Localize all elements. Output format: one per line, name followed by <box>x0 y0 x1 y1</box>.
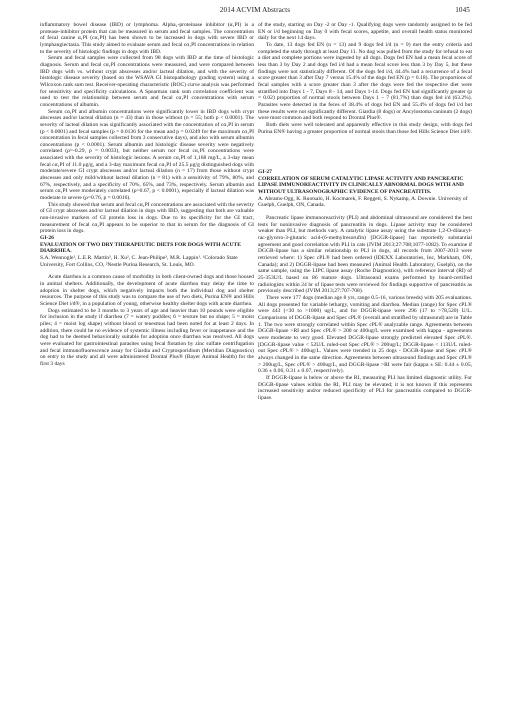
abstract-id: GI-26 <box>40 235 54 241</box>
paragraph: Pancreatic lipase immunoreactivity (PLI) and abdominal ultrasound are considered the best tests for noninvasive diagnosis of pancreatitis in dogs. Lipase activity may be considered weaker than PLI, but methods vary. A catalytic lipase assay using the substrate 1,2-O-dilauryl-rac-glycero-3-glutaric acid-(6-methylresorufin) [DGGR-lipase] has reportedly substantial agreement and good correlation with PLI in cats (JVIM 2013;27:708;1077-1082). To examine if DGGR-lipase has a similar relationship to PLI in dogs, all records from 2007-2013 were retrieved where: 1) Spec cPL® had been ordered (IDEXX Laboratories, Inc, Markham, ON, Canada); and 2) DGGR-lipase had been measured (Animal Health Laboratory, Guelph), on the same sample, using the LIPC lipase assay (Roche Diagnostics), with reference interval (RI) of 25-353U/L based on 86 mature dogs. Ultrasound exams performed by board-certified radiologists within 24 hr of lipase tests were reviewed for findings supportive of pancreatitis as previously described (JVIM 2013;27:707-708). <box>258 215 472 295</box>
running-head <box>40 6 470 18</box>
paragraph: Serum and fecal samples were collected from 98 dogs with IBD at the time of histologic diagnosis. Serum and fecal cα₁PI concentrations were measured, and were compared between IBD dogs with vs. without crypt abscesses and/or lacteal dilation, and with the severity of histologic disease severity (based on the WSAVA GI histopathology grading system) using a Wilcoxon rank sum test. Receiver-operating characteristic (ROC) curve analysis was performed for sensitivity and specificity calculations. A Spearman rank sum correlation coefficient was used to test the relationship between serum and fecal cα₁PI concentrations with serum concentrations of albumin. <box>40 55 254 108</box>
paragraph: Dogs estimated to be 3 months to 3 years of age and heavier than 10 pounds were eligible for inclusion in the study if diarrhea (7 = watery puddles; 6 = texture but no shape; 5 = moist piles; 4 = moist log shape) without blood or tenesmus had been noted for at least 2 days. In addition, there could be no evidence of systemic illness including fever or inappetance and the dog had to be deemed behaviorally suitable for adoption once diarrhea was resolved. All dogs were evaluated for gastrointestinal parasites using fecal flotation by zinc sulfate centrifugation and fecal immunofluorescence assay for Giardia and Cryptosporidium (Meridian Diagnostics) on entry to the study and all were administered Drontal Plus® (Bayer Animal Health) for the first 3 days <box>40 307 254 367</box>
abstract-authors: A. Abrams-Ogg, K. Ruotsalo, H. Kocmarek, F. Reggeti, S. Nykamp, A. Downie. University of Guelph, Guelph, ON, Canada. <box>258 195 468 209</box>
paragraph: There were 177 dogs (median age 8 yrs, range 0.5-16, various breeds) with 205 evaluations. All dogs presented for variable lethargy, vomiting and diarrhea. Median (range) for Spec cPL® were 443 (<30 to >1000) ug/L, and for DGGR-lipase were 296 (17 to >78,520) U/L. Comparisons of DGGR-lipase and Spec cPL® (overall and stratified by ultrasound) are in Table 1. The two were strongly correlated within Spec cPL® analyzable range. Agreements between DGGR-lipase >RI and Spec cPL® > 200 or 400ug/L were examined with kappa - agreements were moderate to very good. Elevated DGGR-lipase strongly predicted elevated Spec cPL®. [DGGR-lipase value < 52U/L ruled-out Spec cPL® > 200ug/L; DGGR-lipase < 113U/L ruled-out Spec cPL® > 400ug/L. Values were trended in 25 dogs - DGGR-lipase and Spec cPL® always changed in the same direction. Agreements between ultrasound findings and Spec cPL® > 200ug/L, Spec cPL® > 400ug/L, and DGGR-lipase >RI were fair (kappa ± SE: 0.44 ± 0.05, 0.36 ± 0.06, 0.31 ± 0.07, respectively). <box>258 294 472 375</box>
paragraph: Acute diarrhea is a common cause of morbidity in both client-owned dogs and those housed in animal shelters. Additionally, the development of acute diarrhea may delay the time to adoption in shelter dogs, which negatively impacts both the individual dog and shelter resources. The purpose of this study was to compare the use of two diets, Purina EN® and Hills Science Diet i/d®, in a population of young, otherwise healthy shelter dogs with acute diarrhea. <box>40 274 254 307</box>
abstract-id: GI-27 <box>258 169 272 176</box>
page-number: 1045 <box>455 6 470 14</box>
paragraph: of the study, starting on Day -2 or Day -1. Qualifying dogs were randomly assigned to be fed EN or i/d beginning on Day 0 with fecal scores, appetite, and overall health status monitored daily for the next 14 days. <box>258 22 472 42</box>
right-column <box>258 22 472 401</box>
journal-title: 2014 ACVIM Abstracts <box>219 6 291 14</box>
abstract-authors: S.A. Wennogle¹, L.E.R. Martin², H. Xu², C. Jean-Philipe², M.R. Lappin¹. ¹Colorado State University, Fort Collins, CO, ²Nestle Purina Research, St. Louis, MO. <box>40 254 238 268</box>
paragraph: Both diets were well tolerated and apparently effective in this study design, with dogs fed Purina EN® having a greater proportion of normal stools than those fed Hills Science Diet i/d®. <box>258 121 472 135</box>
paragraph: To date, 13 dogs fed EN (n = 13) and 9 dogs fed i/d (n = 9) met the entry criteria and completed the study through at least Day 11. No dog was pulled from the study for refusal to eat a diet and complete portions were ingested by all dogs. Dogs fed EN had a mean fecal score of less than 3 by Day 2 and dogs fed i/d had a mean fecal score less than 3 by Day 5, but these findings were not statistically different. Of the dogs fed i/d, 44.4% had a recurrence of a fecal score greater than 3 after Day 7 versus 15.4% of the dogs fed EN (p = 0.18). The proportions of fecal samples with a score greater than 3 after the dogs were fed the respective diet were stratified into Days 1 - 7, Days 8 - 14, and Days 1-14. Dogs fed EN had significantly greater (p = 0.02) proportion of normal stools between Days 1 − 7 (81.7%) than dogs fed i/d (63.2%). Parasites were detected in the feces of 38.4% of dogs fed EN and 55.4% of dogs fed i/d but these results were not significantly different. Giardia (8 dogs) or Ancylostoma caninum (2 dogs) were most common and both respond to Drontal Plus®. <box>258 41 472 122</box>
left-column <box>40 22 254 367</box>
abstract-title: EVALUATION OF TWO DRY THERAPEUTIC DIETS FOR DOGS WITH ACUTE DIARRHEA. <box>40 241 241 255</box>
abstract-title: CORRELATION OF SERUM CATALYTIC LIPASE ACTIVITY AND PANCREATIC LIPASE IMMUNOREACTIVITY IN CLINICALLY ABNORMAL DOGS WITH AND WITHOUT ULTRASONOGRAPHIC EVIDENCE OF PANCREATITIS. <box>258 175 464 196</box>
paragraph: If DGGR-lipase is below or above the RI, measuring PLI has limited diagnostic utility. For DGGR-lipase values within the RI, PLI may be elevated; it is not known if this represents increased sensitivity and/or reduced specificity of PLI for pancreatitis compared to DGGR-lipase. <box>258 374 472 401</box>
paragraph: inflammatory bowel disease (IBD) or lymphoma. Alpha₁-proteinase inhibitor (α₁PI) is a protease-inhibitor protein that can be measured in serum and fecal samples. The concentration of fecal canine α₁PI (cα₁PI) has been shown to be increased in dogs with severe IBD or lymphangiectasia. This study aimed to evaluate serum and fecal cα₁PI concentrations in relation to the severity of histologic findings in dogs with IBD. <box>40 22 254 55</box>
paragraph: Serum cα₁PI and albumin concentrations were significantly lower in IBD dogs with crypt abscesses and/or lacteal dilation (n = 43) than in those without (n = 55; both p < 0.0001). The severity of lacteal dilation was significantly associated with the concentration of cα₁PI in serum (p < 0.0001) and fecal samples (p = 0.0136 for the mean and p = 0.0249 for the maximum cα₁PI concentration in fecal samples collected from 3 consecutive days), and also with serum albumin concentrations (p < 0.0001). Serum albumin and histologic disease severity were negatively correlated (ρ=-0.29, p = 0.0033), but neither serum nor fecal cα₁PI concentrations were associated with the severity of histologic lesions. A serum cα₁PI of 1,168 mg/L, a 3-day mean fecal cα₁PI of 11.0 μg/g, and a 3-day maximum fecal cα₁PI of 25.5 μg/g distinguished dogs with moderate/severe GI crypt abscesses and/or lacteal dilation (n = 17) from those without crypt abscesses and only mild/without lacteal dilation (n = 81) with a sensitivity of 79%, 80%, and 67%, respectively, and a specificity of 70%, 65%, and 73%, respectively. Serum albumin and serum cα₁PI were moderately correlated (ρ=0.67, p < 0.0001), especially if lacteal dilation was moderate to severe (ρ=0.76, p = 0.0016). <box>40 108 254 202</box>
paragraph: This study showed that serum and fecal cα₁PI concentrations are associated with the severity of GI crypt abscesses and/or lacteal dilation in dogs with IBD, suggesting that both are valuable non-invasive markers of GI protein loss in dogs. Due to its specificity for the GI tract, measurement of fecal cα₁PI appears to be superior to that in serum for the diagnosis of GI protein loss in dogs. <box>40 201 254 235</box>
